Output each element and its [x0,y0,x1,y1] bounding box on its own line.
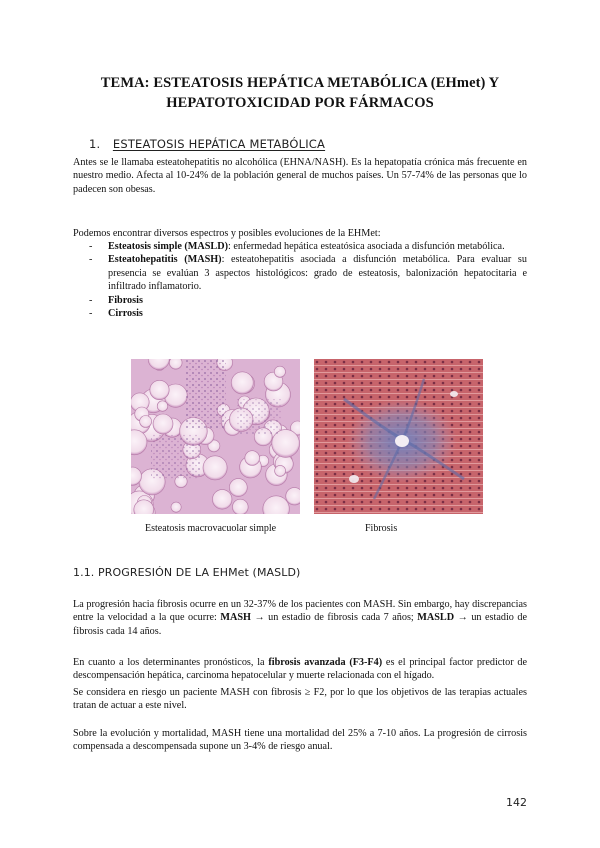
fat-vacuole [212,490,232,510]
steatosis-histology-image [131,359,300,514]
fat-vacuole [286,488,300,505]
figure-caption-right: Fibrosis [365,523,398,534]
fat-vacuole [229,479,247,497]
fat-vacuole [153,414,173,434]
bullet-term: Esteatosis simple (MASLD) [108,241,228,252]
fibrosis-histology-image [314,359,483,514]
title-line-1: TEMA: ESTEATOSIS HEPÁTICA METABÓLICA (EHmet) Y [100,75,500,91]
bullet-term: Cirrosis [108,308,143,320]
fat-vacuole [275,465,286,476]
mortality-paragraph: Sobre la evolución y mortalidad, MASH tiene una mortalidad del 25% a 7-10 años. La progresión de cirrosis compensada a descompensada supone un 3-4% de riesgo anual. [73,728,527,753]
fat-vacuole [245,451,260,466]
list-dash: - [89,254,93,266]
advanced-fibrosis-term: fibrosis avanzada (F3-F4) [268,657,383,668]
bullet-text: : enfermedad hepática esteatósica asociada a disfunción metabólica. [227,241,505,252]
list-item [89,240,527,253]
fat-vacuole [169,359,182,369]
mash-term: MASH [220,612,251,624]
text-run: En cuanto a los determinantes pronósticos, la [73,657,269,668]
bullet-term: Fibrosis [108,294,143,306]
text-run: La progresión hacia fibrosis ocurre en un 32-37% de los pacientes con MASH. Sin embargo, hay discrepancias entre la velocidad a la que ocurre: [73,599,527,624]
arrow-icon: → [250,612,269,624]
section-number: 1. [89,137,101,151]
fat-vacuole [274,366,285,377]
fat-vacuole [157,401,168,412]
page-number: 142 [506,796,527,809]
text-run: un estadio de fibrosis cada 14 años. [73,612,528,637]
bullet-text: : esteatohepatitis asociada a disfunción metabólica. Para evaluar su presencia se evalúan 3 aspectos histológicos: grado de esteatosis, balonización hepatocitaria e infiltrado inflamatorio. [108,254,527,293]
figure-caption-left: Esteatosis macrovacuolar simple [145,523,277,534]
list-dash: - [89,308,93,320]
arrow-icon: → [454,612,472,624]
fat-vacuole [232,499,248,514]
prognosis-paragraph [73,656,527,683]
section-heading [89,137,325,151]
list-item [89,307,527,320]
document-title [60,73,540,113]
fat-vacuole [231,372,253,394]
intro-paragraph: Antes se le llamaba esteatohepatitis no alcohólica (EHNA/NASH). Es la hepatopatía crónica más frecuente en nuestro medio. Afecta al 10-24% de la población general de muchos países. Un 57-74% de las personas que lo padecen son obesas. [73,157,527,195]
list-dash: - [89,294,93,306]
subsection-heading: 1.1. PROGRESIÓN DE LA EHMet (MASLD) [73,566,301,579]
spectrum-intro: Podemos encontrar diversos espectros y posibles evoluciones de la EHMet: [73,228,381,239]
text-run: es el principal factor predictor de descompensación hepática, carcinoma hepatocelular y muerte relacionada con el hígado. [73,657,528,682]
section-title: ESTEATOSIS HEPÁTICA METABÓLICA [112,137,326,151]
bullet-term: Esteatohepatitis (MASH) [108,254,222,266]
fat-vacuole [150,380,169,399]
list-item [89,253,527,293]
fat-vacuole [171,502,181,512]
spectrum-list [89,240,527,320]
text-run: un estadio de fibrosis cada 7 años; [268,612,418,624]
progression-paragraph [73,598,527,638]
list-dash: - [89,241,93,252]
list-item [89,294,527,307]
fat-vacuole [140,416,152,428]
risk-paragraph: Se considera en riesgo un paciente MASH con fibrosis ≥ F2, por lo que los objetivos de las terapias actuales tratan de actuar a este nivel. [73,687,527,712]
title-line-2: HEPATOTOXICIDAD POR FÁRMACOS [166,95,434,111]
fat-vacuole [203,456,227,480]
masld-term: MASLD [417,612,455,624]
